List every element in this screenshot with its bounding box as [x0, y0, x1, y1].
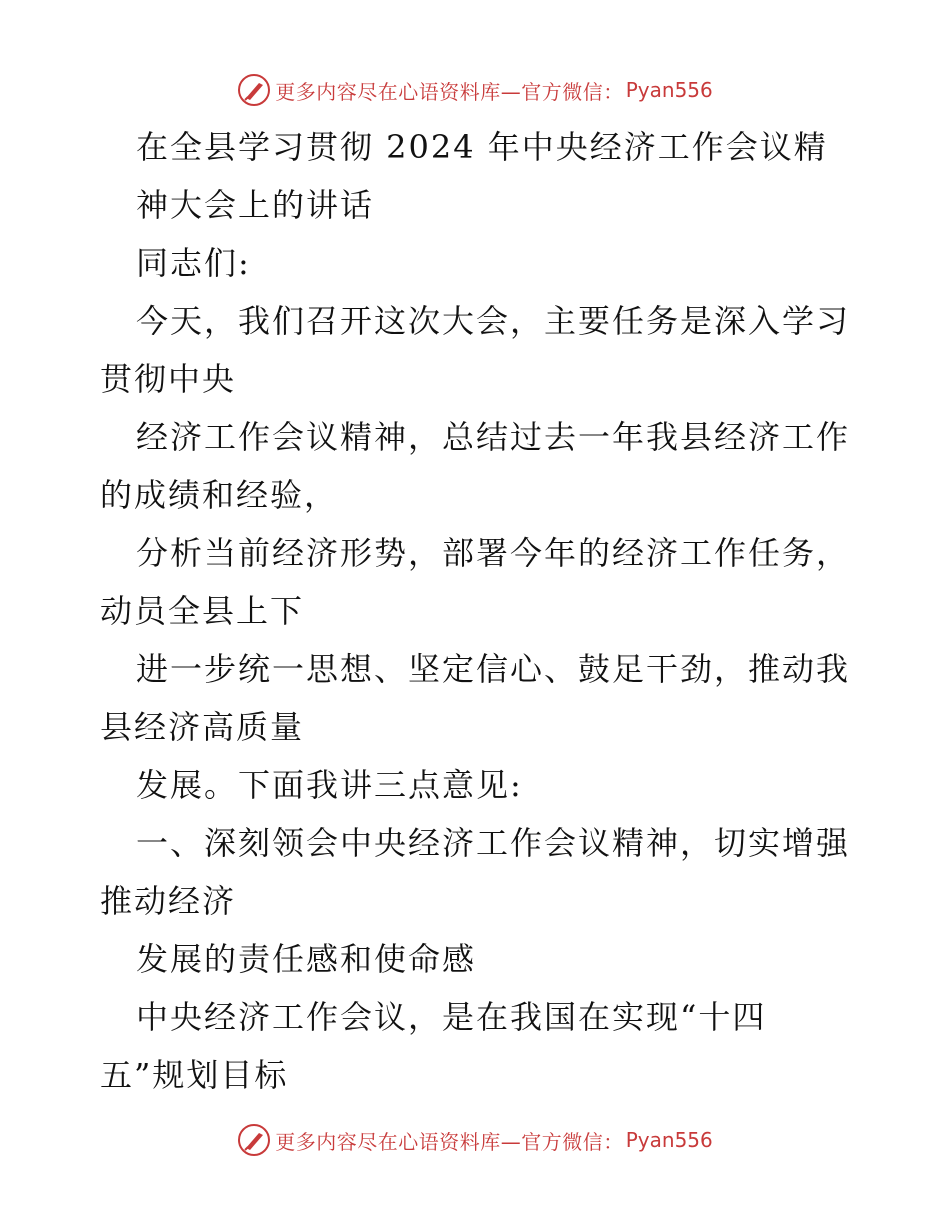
watermark-handle: Pyan556 [625, 1128, 713, 1152]
text-line: 推动经济 [100, 882, 237, 920]
watermark-handle: Pyan556 [625, 78, 713, 102]
text-line: 经济工作会议精神，总结过去一年我县经济工作 [136, 418, 851, 456]
watermark-text: 更多内容尽在心语资料库—官方微信： [275, 1129, 624, 1154]
header-watermark [0, 70, 950, 110]
text-line: 在全县学习贯彻 2024 年中央经济工作会议精 [136, 128, 828, 166]
quill-logo-icon [237, 1123, 271, 1157]
text-line: 的成绩和经验， [100, 476, 339, 514]
text-line: 五”规划目标 [100, 1056, 289, 1094]
text-line: 县经济高质量 [100, 708, 305, 746]
text-line: 中央经济工作会议，是在我国在实现“十四 [136, 998, 767, 1036]
text-line: 动员全县上下 [100, 592, 305, 630]
text-line: 发展。下面我讲三点意见: [136, 766, 523, 804]
watermark-text: 更多内容尽在心语资料库—官方微信： [275, 79, 624, 104]
text-line: 发展的责任感和使命感 [136, 940, 477, 978]
text-line: 分析当前经济形势，部署今年的经济工作任务， [136, 534, 851, 572]
quill-logo-icon [237, 73, 271, 107]
text-line: 一、深刻领会中央经济工作会议精神，切实增强 [136, 824, 851, 862]
text-line: 贯彻中央 [100, 360, 237, 398]
footer-watermark [0, 1120, 950, 1160]
text-line: 神大会上的讲话 [136, 186, 375, 224]
document-body [100, 118, 860, 1104]
text-line: 同志们: [136, 244, 251, 282]
text-line: 今天，我们召开这次大会，主要任务是深入学习 [136, 302, 851, 340]
text-line: 进一步统一思想、坚定信心、鼓足干劲，推动我 [136, 650, 851, 688]
